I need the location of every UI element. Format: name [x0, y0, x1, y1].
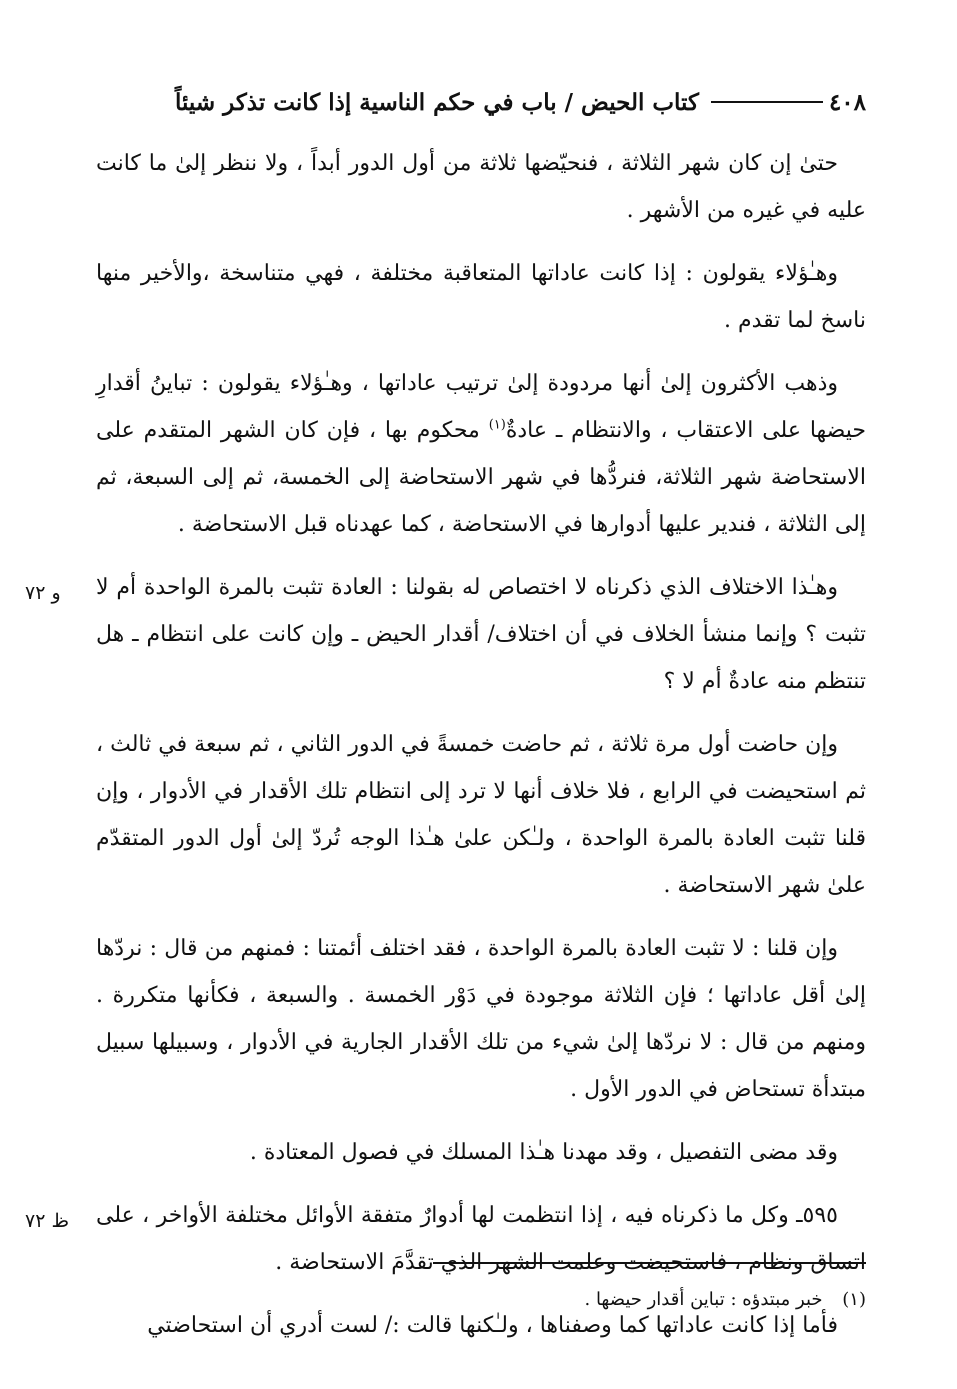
paragraph-3-end: محكوم بها ، فإن كان الشهر المتقدم على الاستحاضة شهر الثلاثة، فنردُّها في شهر الاستحاضة إلى الخمسة، ثم إلى السبعة، ثم إلى الثلاثة ، فندير عليها أدوارها في الاستحاضة ، كما عهدناه قبل الاستحاضة . — [96, 418, 866, 537]
header-title: كتاب الحيض / باب في حكم الناسية إذا كانت تذكر شيئاً — [174, 88, 699, 116]
paragraph-5: وإن حاضت أول مرة ثلاثة ، ثم حاضت خمسةً في الدور الثاني ، ثم سبعة في ثالث ، ثم استحيضت في الرابع ، فلا خلاف أنها لا ترد إلى انتظام تلك الأقدار في الأدوار ، وإن قلنا تثبت العادة بالمرة الواحدة ، ولـٰكن علىٰ هـٰذا الوجه تُردّ إلىٰ أول الدور المتقدّم علىٰ شهر الاستحاضة . — [96, 732, 866, 898]
footnote-number: (١) — [842, 1289, 866, 1310]
paragraph-1: حتىٰ إن كان شهر الثلاثة ، فنحيّضها ثلاثة من أول الدور أبداً ، ولا ننظر إلىٰ ما كانت عليه في غيره من الأشهر . — [96, 151, 866, 223]
footnote-divider — [433, 1262, 866, 1264]
margin-note-folio-verso: ظ ٧٢ — [25, 1210, 70, 1232]
footnote — [300, 1286, 866, 1314]
page-number: ٤٠٨ — [828, 88, 866, 116]
paragraph-4: وهـٰذا الاختلاف الذي ذكرناه لا اختصاص له بقولنا : العادة تثبت بالمرة الواحدة أم لا تثبت ؟ وإنما منشأ الخلاف في أن اختلاف/ أقدار الحيض ـ وإن كانت على انتظام ـ هل تنتظم منه عادةٌ أم لا ؟ — [96, 575, 866, 694]
paragraph-6: وإن قلنا : لا تثبت العادة بالمرة الواحدة ، فقد اختلف أئمتنا : فمنهم من قال : نردّها إلىٰ أقل عاداتها ؛ فإن الثلاثة موجودة في دَوْر الخمسة . والسبعة ، فكأنها متكررة . ومنهم من قال : لا نردّها إلىٰ شيء من تلك الأقدار الجارية في الأدوار ، وسبيلها سبيل مبتدأة تستحاض في الدور الأول . — [96, 936, 866, 1102]
running-header — [96, 82, 866, 122]
paragraph-8: ٥٩٥ـ وكل ما ذكرناه فيه ، إذا انتظمت لها أدوارٌ متفقة الأوائل مختلفة الأواخر ، على اتساق ونظام ، فاستحيضت وعلمت الشهر الذي تقدَّمَ الاستحاضة . — [96, 1203, 866, 1275]
header-rule — [711, 101, 823, 103]
margin-note-folio-recto: و ٧٢ — [25, 582, 61, 604]
paragraph-3-start: وذهب الأكثرون إلىٰ أنها مردودة إلىٰ ترتيب عاداتها ، وهـٰؤلاء يقولون : تباينُ أقدارِ حيضها على الاعتقاب ، والانتظام ـ عادةٌ — [96, 371, 866, 443]
main-text — [96, 140, 866, 1365]
paragraph-7: وقد مضى التفصيل ، وقد مهدنا هـٰذا المسلك في فصول المعتادة . — [249, 1140, 838, 1165]
footnote-text: خبر مبتدؤه : تباين أقدار حيضها . — [584, 1289, 823, 1310]
paragraph-9: فأما إذا كانت عاداتها كما وصفناها ، ولـٰكنها قالت :/ لست أدري أن استحاضتي — [147, 1313, 838, 1338]
footnote-reference[interactable]: (١) — [488, 417, 506, 433]
paragraph-2: وهـٰؤلاء يقولون : إذا كانت عاداتها المتعاقبة مختلفة ، فهي متناسخة ،والأخير منها ناسخ لما تقدم . — [96, 261, 866, 333]
paragraph-3 — [96, 360, 866, 548]
